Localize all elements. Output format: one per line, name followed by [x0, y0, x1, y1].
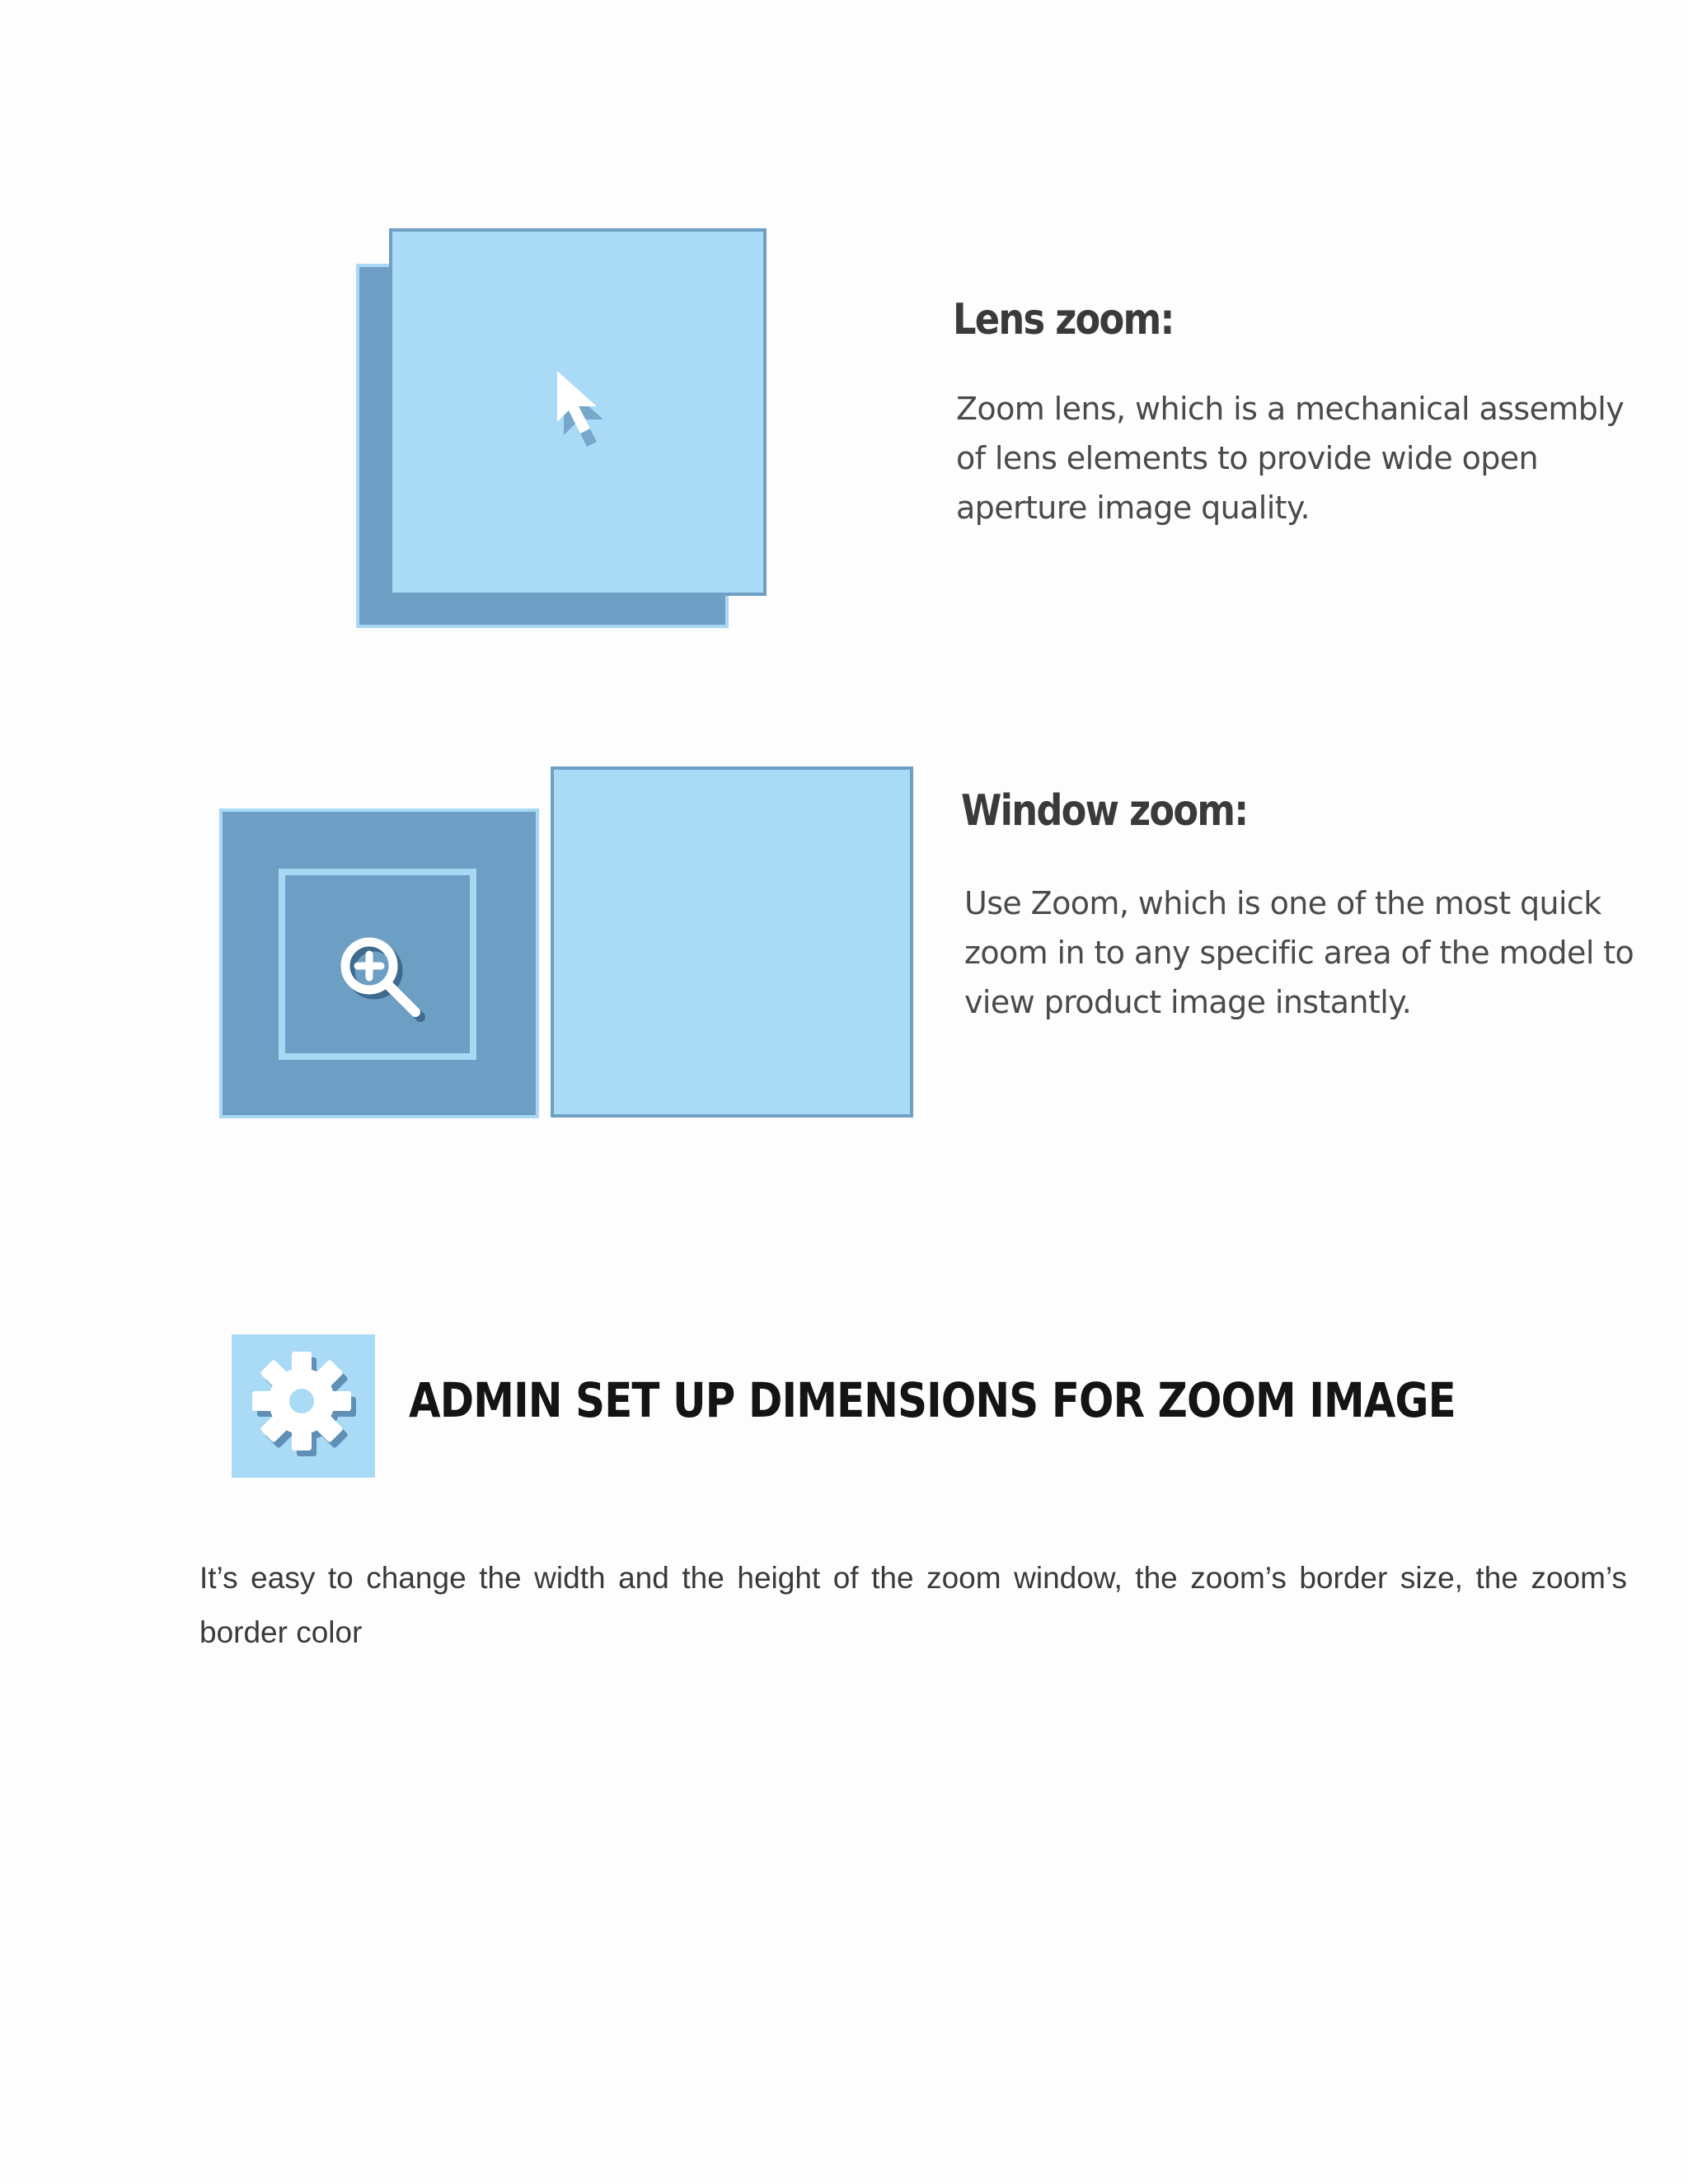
window-zoom-preview [551, 766, 913, 1118]
gear-icon [244, 1343, 359, 1460]
window-zoom-title: Window zoom: [961, 786, 1248, 836]
admin-section-body: It’s easy to change the width and the height of the zoom window, the zoom’s border size, the zoom’s border color [199, 1561, 1627, 1649]
admin-section-title: ADMIN SET UP DIMENSIONS FOR ZOOM IMAGE [409, 1372, 1456, 1428]
lens-zoom-description: Zoom lens, which is a mechanical assembly of lens elements to provide wide open aperture image quality. [956, 391, 1625, 526]
window-zoom-description: Use Zoom, which is one of the most quick zoom in to any specific area of the model to view product image instantly. [964, 885, 1634, 1020]
cursor-arrow-icon [554, 368, 617, 458]
magnifier-plus-icon [333, 930, 432, 1032]
lens-zoom-title: Lens zoom: [953, 295, 1174, 344]
